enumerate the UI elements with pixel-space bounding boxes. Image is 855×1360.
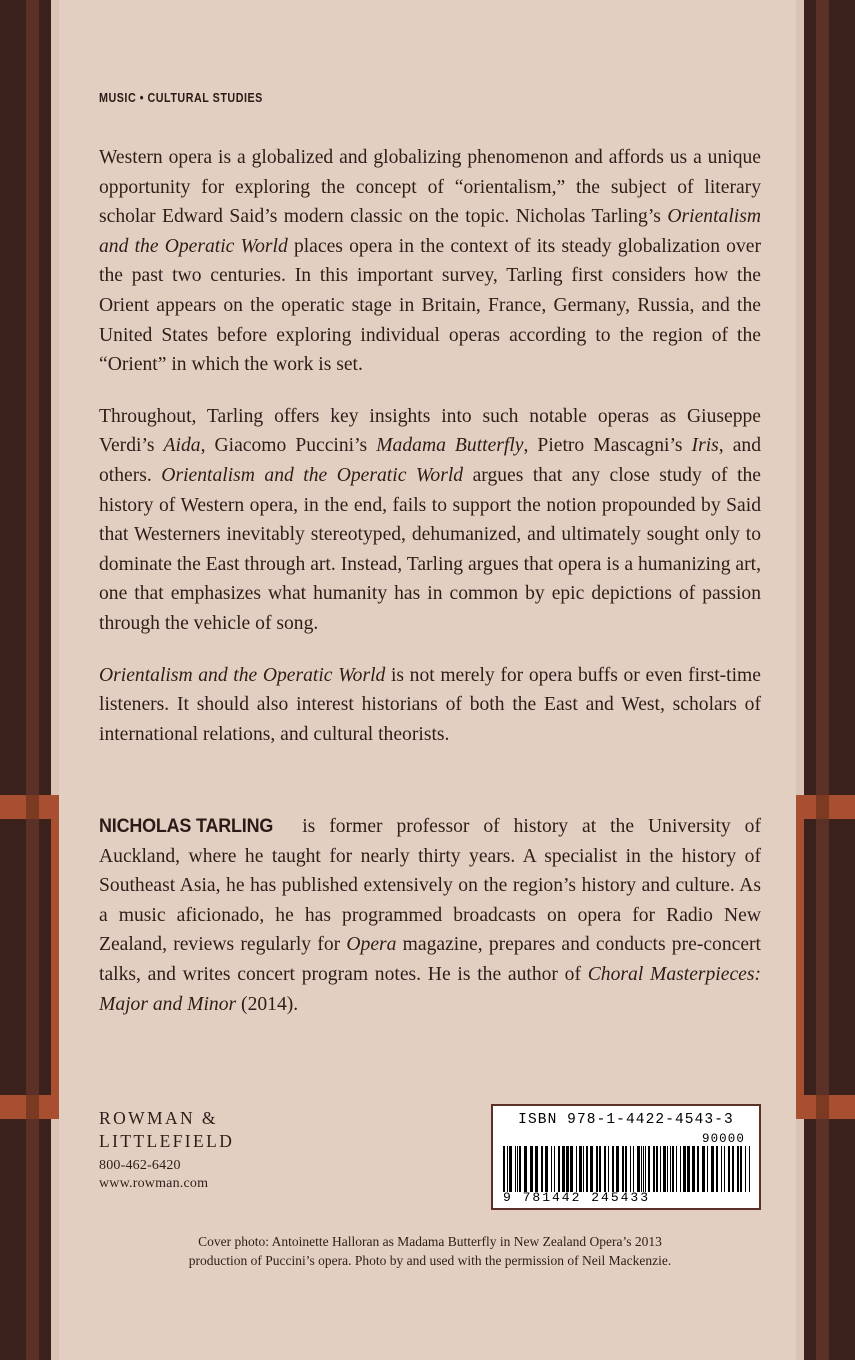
accent-column-left <box>51 819 59 1095</box>
accent-column-right <box>796 819 804 1095</box>
photo-credit-line2: production of Puccini’s opera. Photo by and used with the permission of Neil Mackenzie. <box>188 1253 672 1268</box>
photo-credit <box>99 1232 761 1270</box>
spine-band-mid-right <box>816 0 829 1360</box>
author-name: NICHOLAS TARLING <box>99 815 274 837</box>
blurb-text <box>99 143 761 749</box>
blurb-paragraph-2: Throughout, Tarling offers key insights into such notable operas as Giuseppe Verdi’s Aida, Giacomo Puccini’s Madama Butterfly, Pietro Mascagni’s Iris, and others. Orientalism and the Operatic World argues that any close study of the history of Western opera, in the end, fails to support the notion propounded by Said that Westerners inevitably stereotyped, dehumanized, and ultimately sought only to dominate the East through art. Instead, Tarling argues that opera is a humanizing art, one that emphasizes what humanity has in common by epic depictions of passion through the vehicle of song. <box>99 405 762 634</box>
publisher-phone: 800-462-6420 <box>99 1158 181 1173</box>
blurb-paragraph-3: Orientalism and the Operatic World is not merely for opera buffs or even first-time listeners. It should also interest historians of both the East and West, scholars of international relations, and cultural theorists. <box>99 664 761 745</box>
spine-band-mid-left <box>26 0 39 1360</box>
stripe-overlay-1 <box>26 795 39 819</box>
isbn-digits: 9 781442 245433 <box>503 1190 651 1205</box>
publisher-website[interactable]: www.rowman.com <box>99 1176 209 1191</box>
author-bio-text: is former professor of history at the University of Auckland, where he taught for nearly thirty years. A specialist in the history of Southeast Asia, he has published extensively on the region’s history and culture. As a music aficionado, he has programmed broadcasts on opera for Radio New Zealand, reviews regularly for Opera magazine, prepares and conducts pre-concert talks, and writes concert program notes. He is the author of Choral Masterpieces: Major and Minor (2014). <box>99 816 761 1015</box>
photo-credit-line1: Cover photo: Antoinette Halloran as Madama Butterfly in New Zealand Opera’s 2013 <box>198 1234 662 1249</box>
spine-band-dark-inner-left <box>39 0 51 1360</box>
barcode-bars <box>503 1146 753 1192</box>
spine-band-dark-outer-left <box>0 0 26 1360</box>
stripe-overlay-4 <box>816 1095 829 1119</box>
isbn-barcode-box <box>491 1104 761 1210</box>
spine-band-dark-inner-right <box>804 0 816 1360</box>
spine-band-pale-right <box>796 0 804 1360</box>
spine-band-dark-outer-right <box>829 0 855 1360</box>
stripe-overlay-3 <box>816 795 829 819</box>
author-bio <box>99 812 761 1019</box>
price-code: 90000 <box>701 1132 745 1146</box>
isbn-label: ISBN 978-1-4422-4543-3 <box>518 1112 734 1128</box>
stripe-overlay-2 <box>26 1095 39 1119</box>
publisher-block <box>99 1108 234 1192</box>
category-kicker: MUSIC • CULTURAL STUDIES <box>99 91 263 105</box>
publisher-name-line2: LITTLEFIELD <box>99 1131 235 1151</box>
blurb-paragraph-1: Western opera is a globalized and globalizing phenomenon and affords us a unique opportunity for exploring the concept of “orientalism,” the subject of literary scholar Edward Said’s modern classic on the topic. Nicholas Tarling’s Orientalism and the Operatic World places opera in the context of its steady globalization over the past two centuries. In this important survey, Tarling first considers how the Orient appears on the operatic stage in Britain, France, Germany, Russia, and the United States before exploring individual operas according to the region of the “Orient” in which the work is set. <box>99 147 761 376</box>
spine-band-pale-left <box>51 0 59 1360</box>
publisher-name-line1: ROWMAN & <box>99 1108 218 1128</box>
cover-content <box>59 0 796 1360</box>
